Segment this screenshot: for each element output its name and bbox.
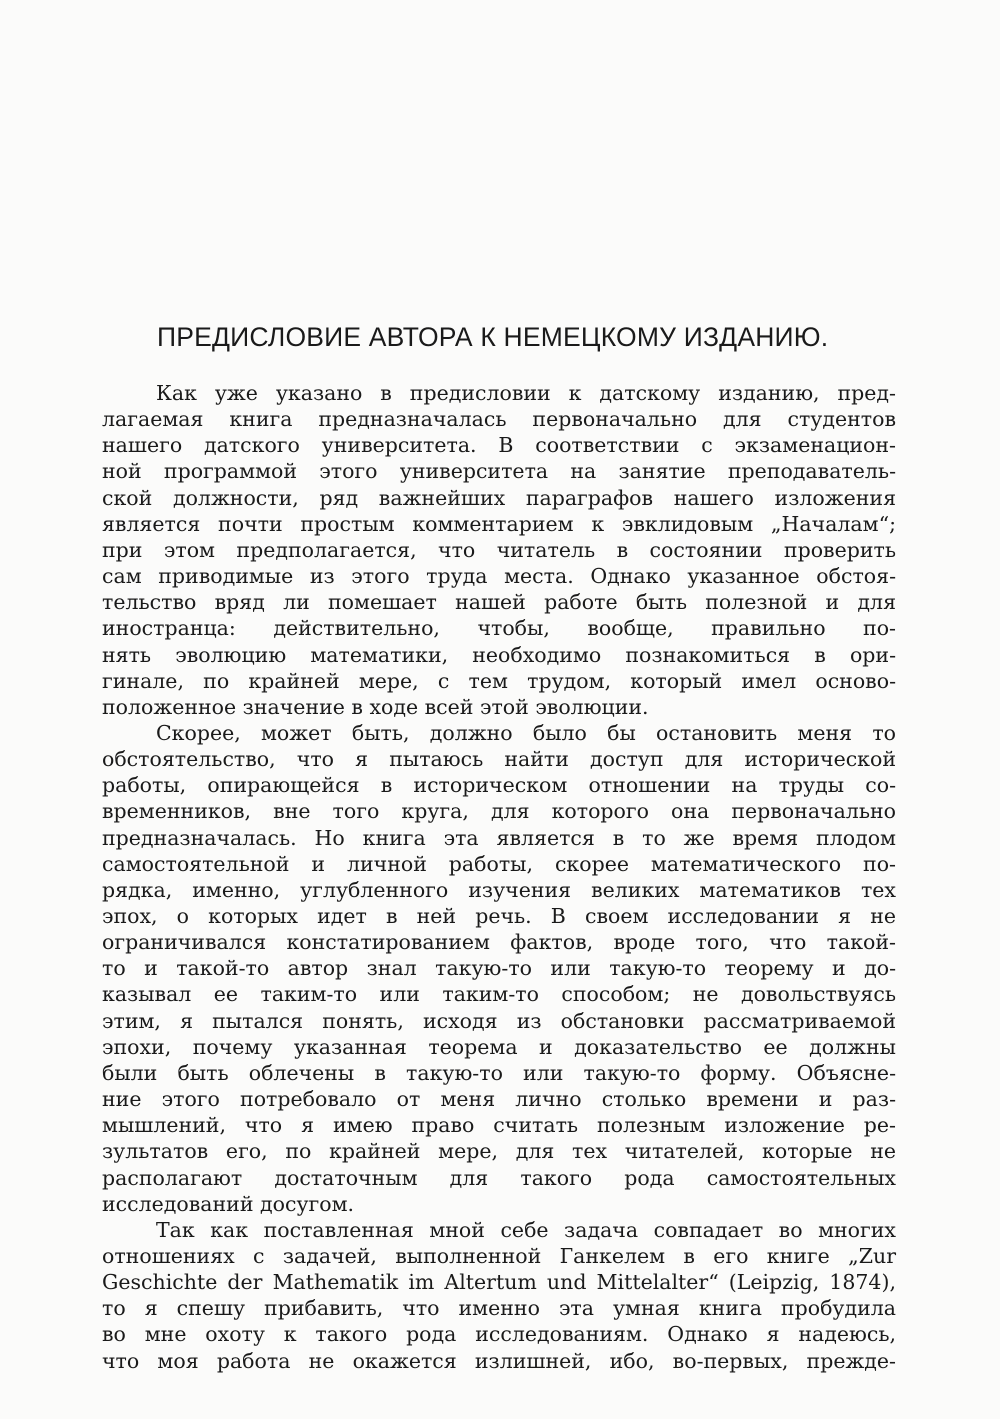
text-line: мышлений, что я имею право считать полезным изложение ре- [102,1113,896,1138]
text-line: обстоятельство, что я пытаюсь найти доступ для исторической [102,747,896,772]
text-line: самостоятельной и личной работы, скорее математического по- [102,851,896,876]
text-line: при этом предполагается, что читатель в состоянии проверить [102,537,896,562]
text-line: этим, я пытался понять, исходя из обстановки рассматриваемой [102,1008,896,1033]
text-line: отношениях с задачей, выполненной Ганкелем в его книге „Zur [102,1243,896,1268]
text-line: располагают достаточным для такого рода самостоятельных [102,1165,896,1190]
text-line: положенное значение в ходе всей этой эволюции. [102,694,649,719]
text-line: Как уже указано в предисловии к датскому изданию, пред- [156,381,896,405]
text-line: Так как поставленная мной себе задача совпадает во многих [156,1217,896,1242]
text-line: временников, вне того круга, для которого она первоначально [102,799,896,824]
text-line: предназначалась. Но книга эта является в то же время плодом [102,825,896,850]
text-line: является почти простым комментарием к эвклидовым „Началам“; [102,511,896,536]
text-line: были быть облечены в такую-то или такую-то форму. Объясне- [102,1060,896,1085]
text-line: то и такой-то автор знал такую-то или такую-то теорему и до- [102,956,896,981]
text-line: ограничивался констатированием фактов, вроде того, что такой- [102,930,896,955]
text-line: ской должности, ряд важнейших параграфов нашего изложения [102,485,896,510]
text-line: Geschichte der Mathematik im Altertum und Mittelalter“ (Leipzig, 1874), [102,1270,896,1295]
text-line: казывал ее таким-то или таким-то способом; не довольствуясь [102,982,896,1007]
text-line: зультатов его, по крайней мере, для тех читателей, которые не [102,1139,896,1164]
text-line: во мне охоту к такого рода исследованиям. Однако я надеюсь, [102,1322,896,1347]
text-line: гинале, по крайней мере, с тем трудом, который имел осново- [102,668,896,693]
text-line: нять эволюцию математики, необходимо познакомиться в ори- [102,642,896,667]
text-line: рядка, именно, углубленного изучения великих математиков тех [102,877,896,902]
text-line: эпох, о которых идет в ней речь. В своем исследовании я не [102,904,896,928]
text-line: исследований досугом. [102,1191,355,1216]
text-line: иностранца: действительно, чтобы, вообще, правильно по- [102,616,896,641]
text-line: ние этого потребовало от меня лично столько времени и раз- [102,1087,896,1112]
text-line: то я спешу прибавить, что именно эта умная книга пробудила [102,1296,896,1321]
text-line: нашего датского университета. В соответствии с экзаменацион- [102,433,896,458]
text-line: работы, опирающейся в историческом отношении на труды со- [102,773,896,798]
text-line: Скорее, может быть, должно было бы остановить меня то [156,720,896,745]
text-line: что моя работа не окажется излишней, ибо, во-первых, прежде- [102,1348,896,1373]
text-line: ной программой этого университета на занятие преподаватель- [102,459,896,484]
page-title: ПРЕДИСЛОВИЕ АВТОРА К НЕМЕЦКОМУ ИЗДАНИЮ. [157,322,829,352]
text-line: лагаемая книга предназначалась первоначально для студентов [102,407,896,432]
text-line: тельство вряд ли помешает нашей работе быть полезной и для [102,590,896,615]
text-line: эпохи, почему указанная теорема и доказательство ее должны [102,1034,896,1059]
text-line: сам приводимые из этого труда места. Однако указанное обстоя- [102,564,896,589]
